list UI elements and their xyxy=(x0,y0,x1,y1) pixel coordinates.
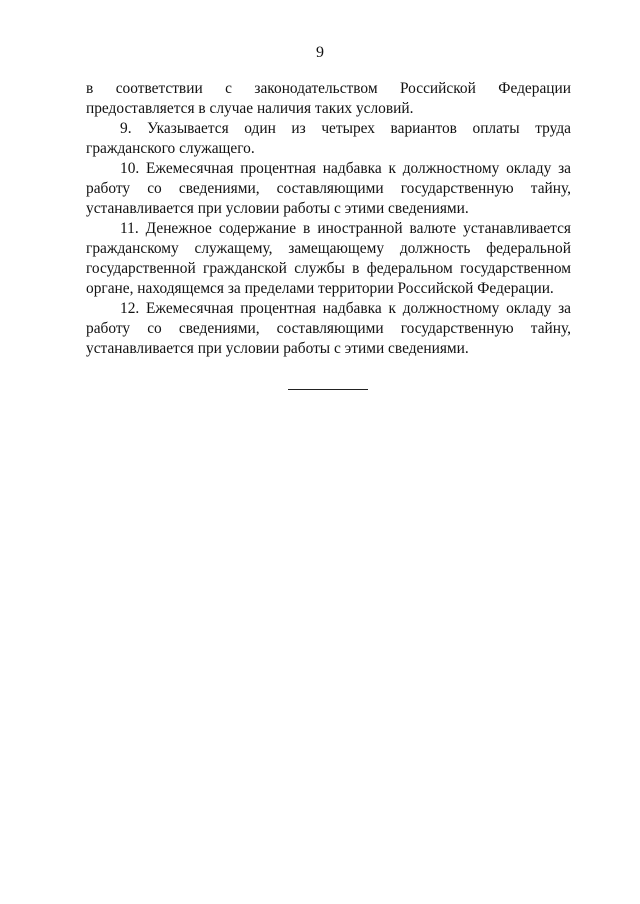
paragraph-continuation: в соответствии с законодательством Российской Федерации предоставляется в случае наличия таких условий. xyxy=(86,80,571,117)
paragraph-item-9: 9. Указывается один из четырех вариантов оплаты труда гражданского служащего. xyxy=(86,120,571,157)
page-number: 9 xyxy=(316,44,324,61)
document-body xyxy=(86,79,571,359)
end-divider xyxy=(288,389,368,390)
paragraph-item-10: 10. Ежемесячная процентная надбавка к должностному окладу за работу со сведениями, составляющими государственную тайну, устанавливается при условии работы с этими сведениями. xyxy=(86,160,571,217)
paragraph-item-11: 11. Денежное содержание в иностранной валюте устанавливается гражданскому служащему, замещающему должность федеральной государственной гражданской службы в федеральном государственном органе, находящемся за пределами территории Российской Федерации. xyxy=(86,220,571,297)
paragraph-item-12: 12. Ежемесячная процентная надбавка к должностному окладу за работу со сведениями, составляющими государственную тайну, устанавливается при условии работы с этими сведениями. xyxy=(86,300,571,357)
